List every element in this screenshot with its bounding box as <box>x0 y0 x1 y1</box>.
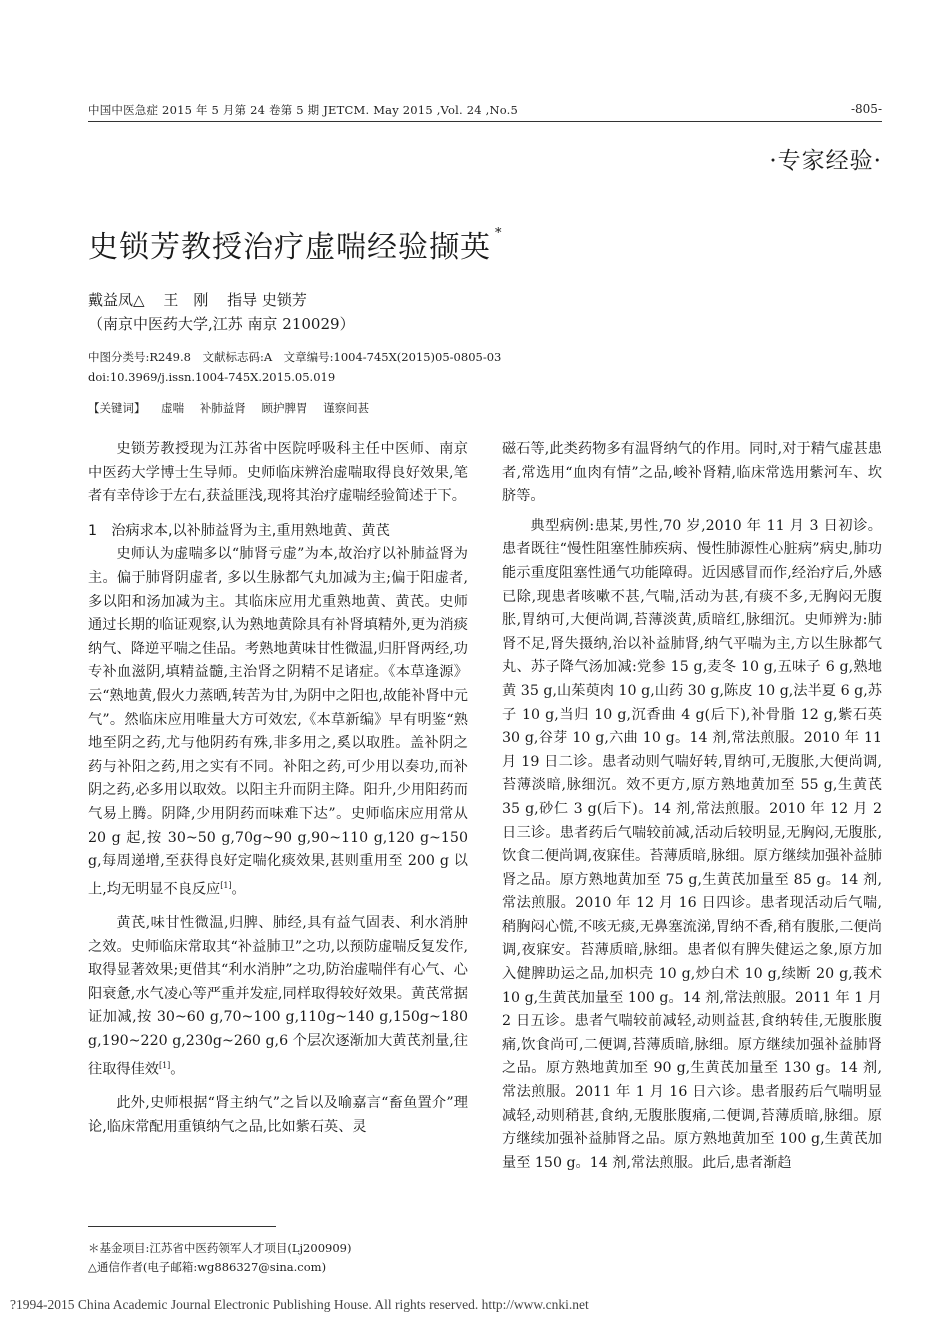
advisor: 指导 史锁芳 <box>227 291 307 309</box>
paragraph: 史师认为虚喘多以“肺肾亏虚”为本,故治疗以补肺益肾为主。偏于肺肾阴虚者, 多以生脉都气丸加减为主;偏于阳虚者,多以阳和汤加减为主。其临床应用尤重熟地黄、黄芪。史师通过长期的临证观察,认为熟地黄除具有补肾填精外,更为消痰纳气、降逆平喘之佳品。考熟地黄味甘性微温,归肝肾两经,功专补血滋阴,填精益髓,主治肾之阴精不足诸症。《本草逢源》云“熟地黄,假火力蒸晒,转苦为甘,为阴中之阳也,故能补肾中元气”。然临床应用唯量大方可效宏,《本草新编》早有明鉴“熟地至阴之药,尤与他阴药有殊,非多用之,奚以取胜。盖补阴之药与补阳之药,用之实有不同。补阳之药,可少用以奏功,而补阴之药,必多用以取效。以阳主升而阴主降。阳升,少用阳药而气易上腾。阴降,少用阴药而味难下达”。史师临床应用常从 20 g 起,按 30~50 g,70g~90 g,90~110 g,120 g~150 g,每周递增,至获得良好定喘化痰效果,甚则重用至 200 g 以上,均无明显不良反应[1]。 <box>88 546 468 898</box>
doi-line: doi:10.3969/j.issn.1004-745X.2015.05.019 <box>88 370 336 384</box>
journal-header: 中国中医急症 2015 年 5 月第 24 卷第 5 期 JETCM. May 2015 ,Vol. 24 ,No.5 <box>88 103 519 117</box>
header-rule <box>88 121 882 122</box>
right-column <box>502 438 882 1175</box>
paragraph: 此外,史师根据“肾主纳气”之旨以及喻嘉言“畜鱼置介”理论,临床常配用重镇纳气之品,比如紫石英、灵 <box>88 1094 468 1135</box>
section-label: ·专家经验· <box>769 148 882 174</box>
title-footnote-mark: * <box>495 226 503 241</box>
citation: [1] <box>158 1060 171 1070</box>
title-text: 史锁芳教授治疗虚喘经验撷英 <box>88 230 491 265</box>
affiliation: （南京中医药大学,江苏 南京 210029） <box>88 315 355 333</box>
classification-line: 中图分类号:R249.8 文献标志码:A 文章编号:1004-745X(2015)05-0805-03 <box>88 350 502 364</box>
keyword: 顾护脾胃 <box>261 401 308 415</box>
authors-line <box>88 288 307 312</box>
paragraph-text: 史师认为虚喘多以“肺肾亏虚”为本,故治疗以补肺益肾为主。偏于肺肾阴虚者, 多以生脉都气丸加减为主;偏于阳虚者,多以阳和汤加减为主。其临床应用尤重熟地黄、黄芪。史师通过长期的临证观察,认为熟地黄除具有补肾填精外,更为消痰纳气、降逆平喘之佳品。考熟地黄味甘性微温,归肝肾两经,功专补血滋阴,填精益髓,主治肾之阴精不足诸症。《本草逢源》云“熟地黄,假火力蒸晒,转苦为甘,为阴中之阳也,故能补肾中元气”。然临床应用唯量大方可效宏,《本草新编》早有明鉴“熟地至阴之药,尤与他阴药有殊,非多用之,奚以取胜。盖补阴之药与补阳之药,用之实有不同。补阳之药,可少用以奏功,而补阴之药,必多用以取效。以阳主升而阴主降。阳升,少用阳药而气易上腾。阴降,少用阴药而味难下达”。史师临床应用常从 20 g 起,按 30~50 g,70g~90 g,90~110 g,120 g~150 g,每周递增,至获得良好定喘化痰效果,甚则重用至 200 g 以上,均无明显不良反应 <box>88 546 468 898</box>
keyword: 虚喘 <box>161 401 185 415</box>
keyword: 谨察间甚 <box>323 401 370 415</box>
citation: [1] <box>220 880 232 890</box>
footnote-fund: ＊基金项目:江苏省中医药领军人才项目(Lj200909) <box>88 1241 352 1255</box>
footnote-corresponding: △通信作者(电子邮箱:wg886327@sina.com) <box>88 1260 327 1274</box>
paragraph: 典型病例:患某,男性,70 岁,2010 年 11 月 3 日初诊。患者既往“慢性阻塞性肺疾病、慢性肺源性心脏病”病史,肺功能示重度阻塞性通气功能障碍。近因感冒而作,经治疗后,外感已除,现患者咳嗽不甚,气喘,活动为甚,有痰不多,无胸闷无腹胀,胃纳可,大便尚调,苔薄淡黄,质暗红,脉细沉。史师辨为:肺肾不足,肾失摄纳,治以补益肺肾,纳气平喘为主,方以生脉都气丸、苏子降气汤加减:党参 15 g,麦冬 10 g,五味子 6 g,熟地黄 35 g,山茱萸肉 10 g,山药 30 g,陈皮 10 g,法半夏 6 g,苏子 10 g,当归 10 g,沉香曲 4 g(后下),补骨脂 12 g,紫石英 30 g,谷芽 10 g,六曲 10 g。14 剂,常法煎服。2010 年 11 月 19 日二诊。患者动则气喘好转,胃纳可,无腹胀,大便尚调,苔薄淡暗,脉细沉。效不更方,原方熟地黄加至 55 g,生黄芪 35 g,砂仁 3 g(后下)。14 剂,常法煎服。2010 年 12 月 2 日三诊。患者药后气喘较前减,活动后较明显,无胸闷,无腹胀,饮食二便尚调,夜寐佳。苔薄质暗,脉细。原方继续加强补益肺肾之品。原方熟地黄加至 75 g,生黄芪加量至 85 g。14 剂,常法煎服。2010 年 12 月 16 日四诊。患者现活动后气喘,稍胸闷心慌,不咳无痰,无鼻塞流涕,胃纳不香,稍有腹胀,二便尚调,夜寐安。苔薄质暗,脉细。患者似有脾失健运之象,原方加入健脾助运之品,加枳壳 10 g,炒白术 10 g,续断 20 g,莪术 10 g,生黄芪加量至 100 g。14 剂,常法煎服。2011 年 1 月 2 日五诊。患者气喘较前减轻,动则益甚,食纳转佳,无腹胀腹痛,饮食尚可,二便调,苔薄质暗,脉细。原方继续加强补益肺肾之品。原方熟地黄加至 90 g,生黄芪加量至 130 g。14 剂,常法煎服。2011 年 1 月 16 日六诊。患者服药后气喘明显减轻,动则稍甚,食纳,无腹胀腹痛,二便调,苔薄质暗,脉细。原方继续加强补益肺肾之品。原方熟地黄加至 100 g,生黄芪加量至 150 g。14 剂,常法煎服。此后,患者渐趋 <box>502 517 882 1171</box>
copyright-footer: ?1994-2015 China Academic Journal Electronic Publishing House. All rights reserved. http://www.cnki.net <box>10 1297 589 1312</box>
article-title <box>88 222 503 266</box>
keywords-label: 【关键词】 <box>88 401 146 415</box>
paragraph: 黄芪,味甘性微温,归脾、肺经,具有益气固表、利水消肿之效。史师临床常取其“补益肺卫”之功,以预防虚喘反复发作,取得显著效果;更借其“利水消肿”之功,防治虚喘伴有心气、心阳衰惫,水气凌心等严重并发症,同样取得较好效果。黄芪常据证加减,按 30~60 g,70~100 g,110g~140 g,150g~180 g,190~220 g,230g~260 g,6 个层次逐渐加大黄芪剂量,往往取得佳效[1]。 <box>88 915 468 1078</box>
section-heading-1: 1 治病求本,以补肺益肾为主,重用熟地黄、黄芪 <box>88 522 390 539</box>
paragraph: 磁石等,此类药物多有温肾纳气的作用。同时,对于精气虚甚患者,常选用“血肉有情”之品,峻补肾精,临床常选用紫河车、坎脐等。 <box>502 441 882 505</box>
page-number: -805- <box>850 102 882 116</box>
left-column <box>88 438 468 1139</box>
footnote-rule <box>88 1226 276 1227</box>
author-2: 王 刚 <box>163 291 209 309</box>
keyword: 补肺益肾 <box>199 401 246 415</box>
author-1: 戴益凤△ <box>88 291 145 309</box>
paragraph-text: 黄芪,味甘性微温,归脾、肺经,具有益气固表、利水消肿之效。史师临床常取其“补益肺卫”之功,以预防虚喘反复发作,取得显著效果;更借其“利水消肿”之功,防治虚喘伴有心气、心阳衰惫,水气凌心等严重并发症,同样取得较好效果。黄芪常据证加减,按 30~60 g,70~100 g,110g~140 g,150g~180 g,190~220 g,230g~260 g,6 个层次逐渐加大黄芪剂量,往往取得佳效 <box>88 915 468 1078</box>
paragraph: 史锁芳教授现为江苏省中医院呼吸科主任中医师、南京中医药大学博士生导师。史师临床辨治虚喘取得良好效果,笔者有幸侍诊于左右,获益匪浅,现将其治疗虚喘经验简述于下。 <box>88 441 468 505</box>
keywords-line <box>88 400 381 416</box>
